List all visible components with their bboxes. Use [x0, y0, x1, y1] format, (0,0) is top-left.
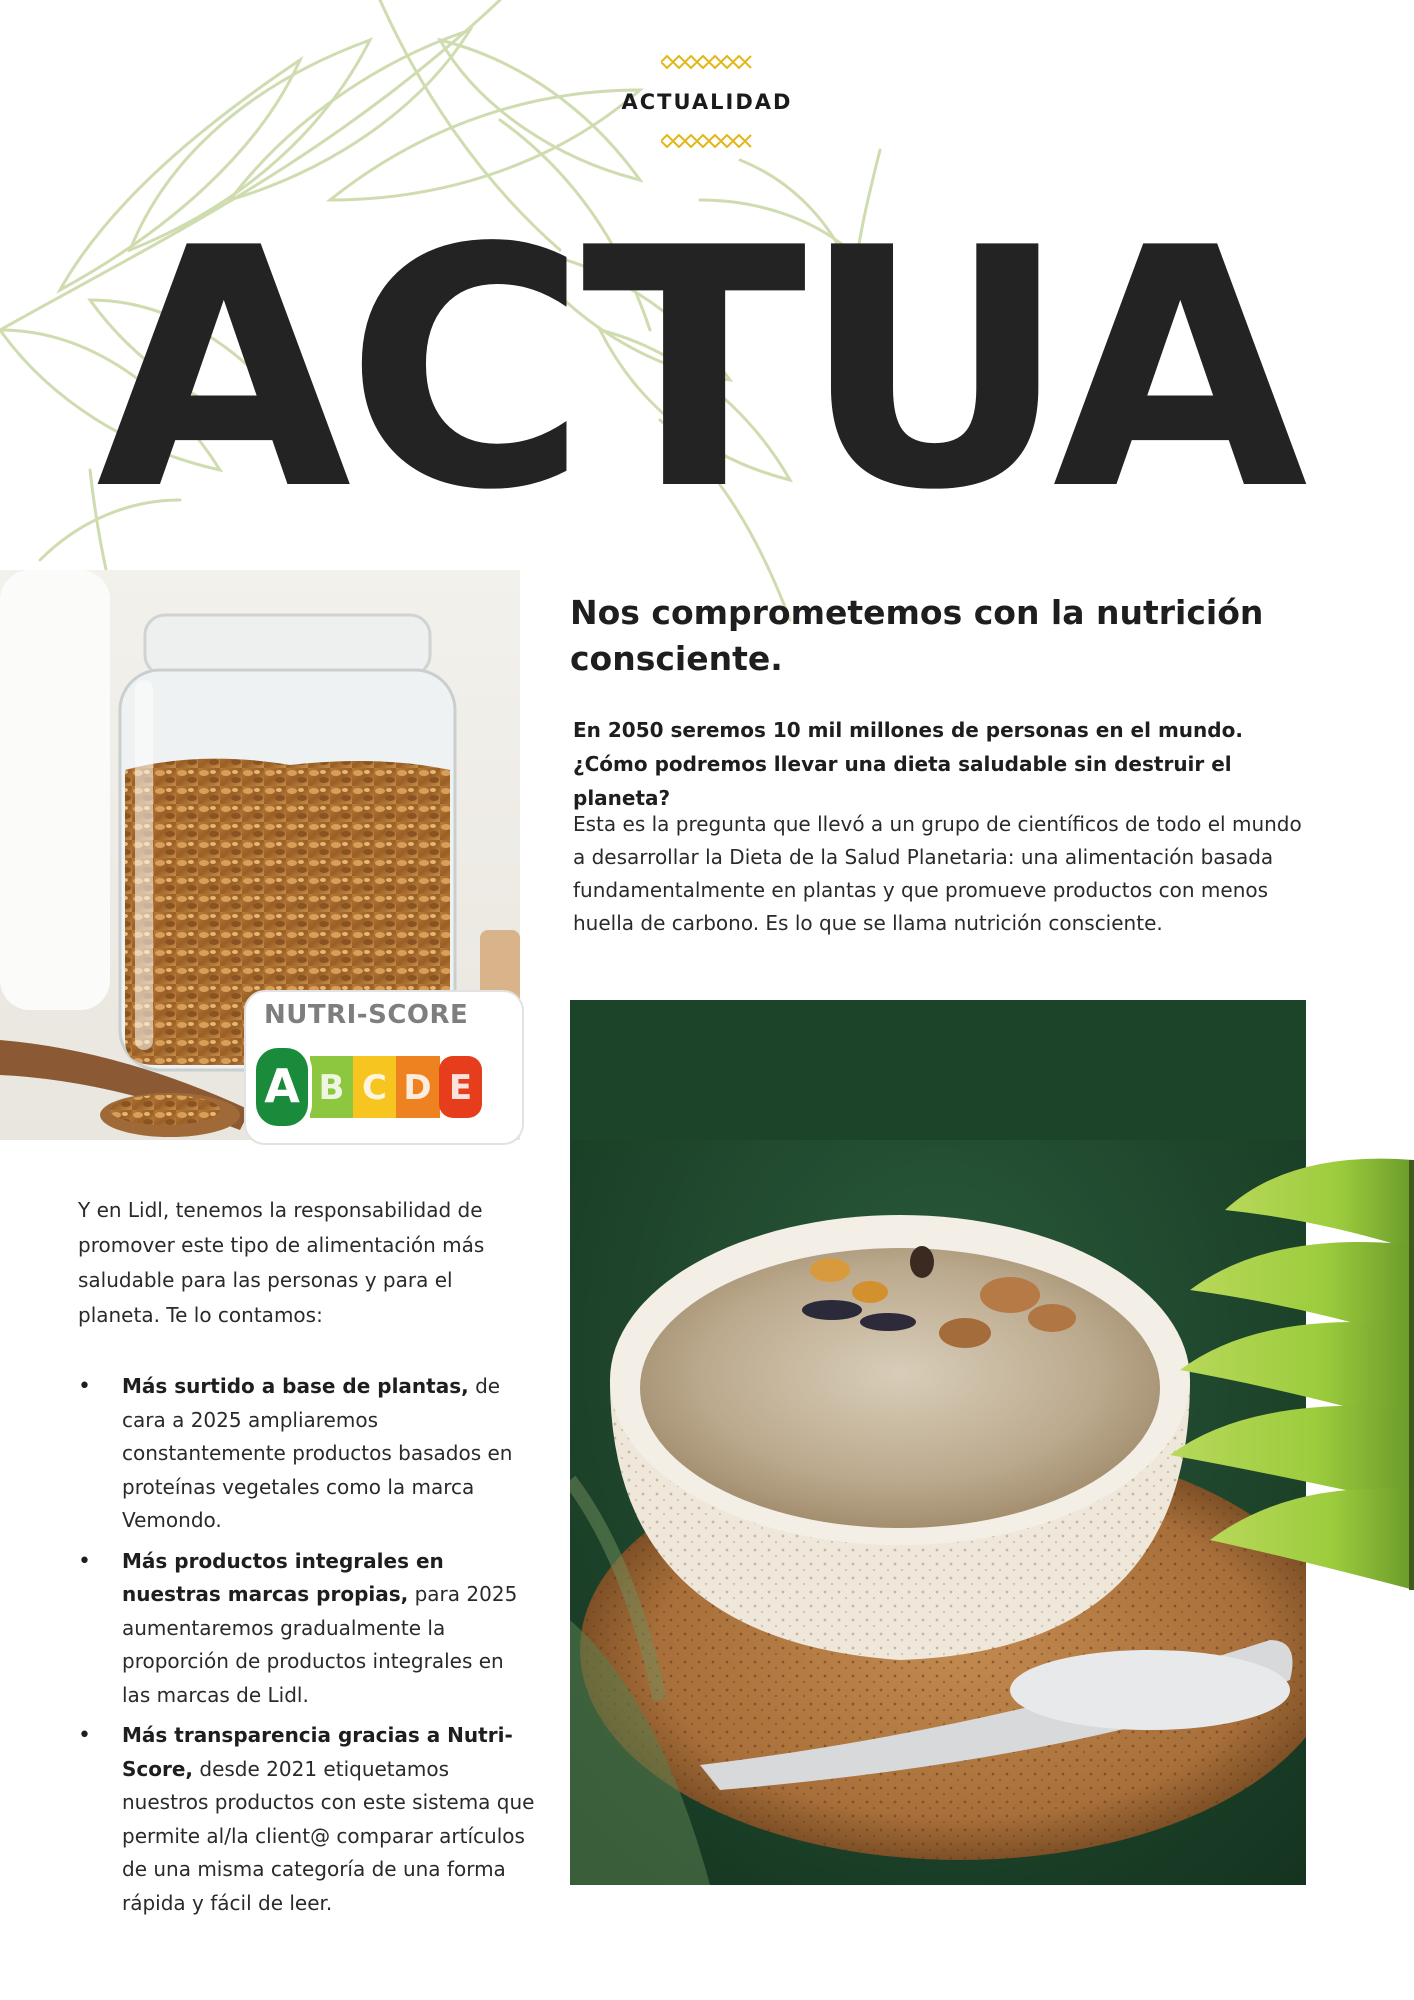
zigzag-ornament-bottom [661, 134, 753, 148]
lead-line-2: ¿Cómo podremos llevar una dieta saludable sin destruir el planeta? [573, 752, 1232, 810]
bullet-dot: • [78, 1374, 91, 1399]
article-lead [573, 713, 1313, 815]
nutri-score-badge [244, 990, 524, 1145]
bullet-heading: Más surtido a base de plantas, [122, 1374, 469, 1398]
list-item [78, 1370, 538, 1538]
bullet-text: desde 2021 etiquetamos nuestros productos con este sistema que permite al/la client@ comparar artículos de una misma categoría de una forma rápida y fácil de leer. [122, 1756, 535, 1915]
page-title: ACTUA [96, 178, 1302, 562]
commitments-list [78, 1370, 538, 1927]
nutri-grade-d-letter: D [403, 1068, 432, 1108]
section-label: ACTUALIDAD [621, 90, 793, 114]
lead-line-1: En 2050 seremos 10 mil millones de personas en el mundo. [573, 718, 1243, 742]
avocado-slices [1140, 1140, 1414, 1610]
article-body: Esta es la pregunta que llevó a un grupo de científicos de todo el mundo a desarrollar la Dieta de la Salud Planetaria: una alimentación basada fundamentalmente en plantas y que promueve productos con menos huella de carbono. Es lo que se llama nutrición consciente. [573, 812, 1302, 935]
list-item [78, 1545, 538, 1713]
bullet-text: para 2025 aumentaremos gradualmente la proporción de productos integrales en las marcas de Lidl. [122, 1582, 518, 1707]
list-item [78, 1719, 538, 1920]
bullet-heading: Más transparencia gracias a Nutri-Score, [122, 1723, 513, 1781]
bullet-dot: • [78, 1723, 91, 1748]
zigzag-ornament-top [661, 55, 753, 69]
bullet-heading: Más productos integrales en nuestras marcas propias, [122, 1548, 444, 1606]
bullet-text: de cara a 2025 ampliaremos constantemente productos basados en proteínas vegetales como la marca Vemondo. [122, 1374, 513, 1532]
bullet-dot: • [78, 1548, 91, 1574]
nutri-grade-b-letter: B [318, 1068, 345, 1108]
nutri-grade-e-letter: E [448, 1068, 473, 1108]
nutri-score-title: NUTRI-SCORE [264, 1000, 469, 1030]
nutri-grade-a-letter: A [264, 1059, 300, 1113]
article-headline: Nos comprometemos con la nutrición consciente. [570, 593, 1264, 678]
lidl-intro: Y en Lidl, tenemos la responsabilidad de promover este tipo de alimentación más saludable para las personas y para el planeta. Te lo contamos: [78, 1198, 485, 1327]
nutri-score-scale [250, 1042, 518, 1132]
nutri-grade-c-letter: C [362, 1068, 387, 1108]
